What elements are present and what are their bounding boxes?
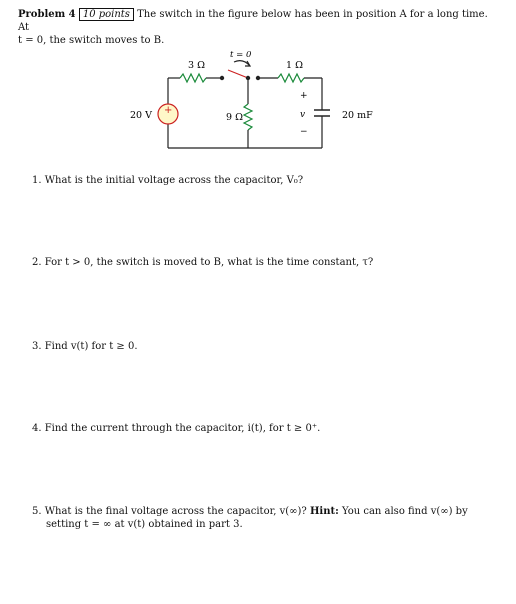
question-4: 4. Find the current through the capacitor, i(t), for t ≥ 0⁺.: [32, 423, 321, 434]
source-plus: +: [164, 105, 173, 116]
r3-label: 9 Ω: [226, 112, 243, 123]
r2-label: 1 Ω: [286, 60, 303, 71]
question-5: [32, 505, 492, 531]
points-box: 10 points: [79, 8, 134, 21]
circuit-diagram: [110, 48, 410, 158]
capacitor-label: 20 mF: [342, 110, 373, 121]
problem-text-line2: t = 0, the switch moves to B.: [18, 35, 165, 46]
source-label: 20 V: [130, 110, 152, 121]
switch-label: t = 0: [230, 50, 252, 60]
cap-plus: +: [300, 91, 308, 101]
question-5-text-b: You can also find v(∞) by: [341, 506, 468, 517]
problem-header: [18, 8, 498, 47]
question-1: 1. What is the initial voltage across the capacitor, V₀?: [32, 175, 304, 186]
r1-label: 3 Ω: [188, 60, 205, 71]
question-3: 3. Find v(t) for t ≥ 0.: [32, 341, 138, 352]
question-5-text-a: 5. What is the final voltage across the capacitor, v(∞)?: [32, 506, 307, 517]
problem-text-line1: The switch in the figure below has been in position A for a long time. At: [18, 9, 488, 33]
problem-label: Problem 4: [18, 9, 76, 20]
question-5-text-c: setting t = ∞ at v(t) obtained in part 3.: [46, 519, 243, 530]
hint-label: Hint:: [309, 506, 339, 517]
question-2: 2. For t > 0, the switch is moved to B, what is the time constant, τ?: [32, 257, 374, 268]
cap-voltage: v: [300, 110, 306, 120]
cap-minus: −: [300, 127, 308, 137]
